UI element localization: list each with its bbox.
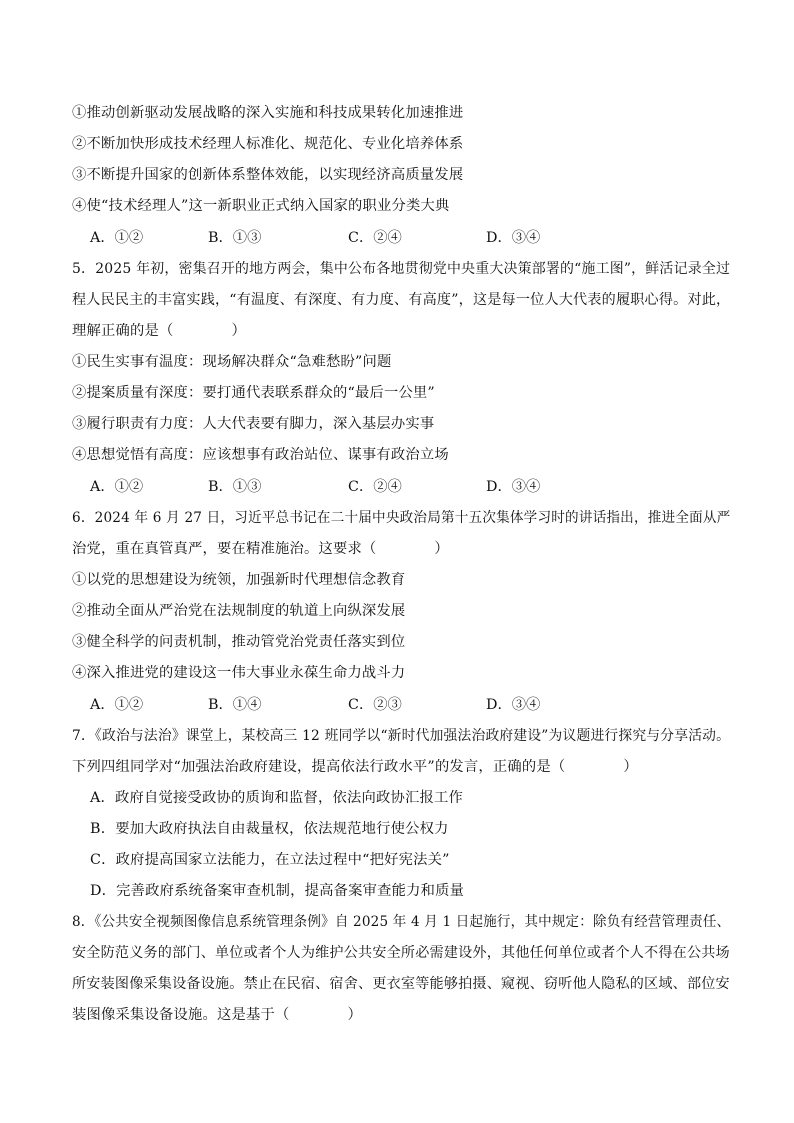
q8-stem-line-4: 装图像采集设备设施。这是基于（ ）	[72, 1007, 362, 1023]
q6-stem-line-1: 6．2024 年 6 月 27 日，习近平总书记在二十届中央政治局第十五次集体学习时的讲话指出，推进全面从严	[72, 510, 731, 526]
q6-option-c[interactable]: C．②③	[348, 697, 402, 713]
q6-item-4: ④深入推进党的建设这一伟大事业永葆生命力战斗力	[72, 665, 406, 681]
q5-option-c[interactable]: C．②④	[348, 479, 402, 495]
q7-stem-line-1: 7．《政治与法治》课堂上，某校高三 12 班同学以“新时代加强法治政府建设”为议题进行探究与分享活动。	[72, 728, 731, 744]
q5-option-b[interactable]: B．①③	[208, 479, 262, 495]
q6-item-2: ②推动全面从严治党在法规制度的轨道上向纵深发展	[72, 603, 406, 619]
q6-options	[90, 695, 710, 715]
q6-stem-line-2: 治党，重在真管真严，要在精准施治。这要求（ ）	[72, 541, 449, 557]
q6-option-b[interactable]: B．①④	[208, 697, 262, 713]
q7-stem-line-2: 下列四组同学对“加强法治政府建设，提高依法行政水平”的发言，正确的是（ ）	[72, 759, 638, 775]
q8-stem-line-1: 8．《公共安全视频图像信息系统管理条例》自 2025 年 4 月 1 日起施行，其中规定：除负有经营管理责任、	[72, 914, 731, 930]
q4-option-c[interactable]: C．②④	[348, 230, 402, 246]
q5-option-a[interactable]: A．①②	[90, 479, 144, 495]
q4-item-3: ③不断提升国家的创新体系整体效能，以实现经济高质量发展	[72, 167, 464, 183]
q8-stem-line-3: 所安装图像采集设备设施。禁止在民宿、宿舍、更衣室等能够拍摄、窥视、窃听他人隐私的区域、部位安	[72, 976, 730, 992]
q4-option-d[interactable]: D．③④	[486, 230, 541, 246]
q5-stem-line-2: 程人民民主的丰富实践，“有温度、有深度、有力度、有高度”，这是每一位人大代表的履职心得。对此，	[72, 292, 731, 308]
q5-options	[90, 477, 710, 497]
q7-choice-b[interactable]: B．要加大政府执法自由裁量权，依法规范地行使公权力	[90, 821, 449, 837]
q5-item-3: ③履行职责有力度：人大代表要有脚力，深入基层办实事	[72, 416, 435, 432]
q7-choice-c[interactable]: C．政府提高国家立法能力，在立法过程中“把好宪法关”	[90, 852, 450, 868]
q4-item-4: ④使“技术经理人”这一新职业正式纳入国家的职业分类大典	[72, 198, 450, 214]
q5-item-4: ④思想觉悟有高度：应该想事有政治站位、谋事有政治立场	[72, 447, 449, 463]
q4-option-a[interactable]: A．①②	[90, 230, 144, 246]
q6-item-3: ③健全科学的问责机制，推动管党治党责任落实到位	[72, 634, 406, 650]
q4-item-1: ①推动创新驱动发展战略的深入实施和科技成果转化加速推进	[72, 105, 464, 121]
q4-option-b[interactable]: B．①③	[208, 230, 262, 246]
q6-option-d[interactable]: D．③④	[486, 697, 541, 713]
q5-option-d[interactable]: D．③④	[486, 479, 541, 495]
q6-item-1: ①以党的思想建设为统领，加强新时代理想信念教育	[72, 572, 406, 588]
q5-item-2: ②提案质量有深度：要打通代表联系群众的“最后一公里”	[72, 385, 435, 401]
q7-choice-d[interactable]: D．完善政府系统备案审查机制，提高备案审查能力和质量	[90, 883, 465, 899]
q8-stem-line-2: 安全防范义务的部门、单位或者个人为维护公共安全所必需建设外，其他任何单位或者个人不得在公共场	[72, 945, 730, 961]
q7-choice-a[interactable]: A．政府自觉接受政协的质询和监督，依法向政协汇报工作	[90, 790, 463, 806]
q5-item-1: ①民生实事有温度：现场解决群众“急难愁盼”问题	[72, 354, 392, 370]
q4-item-2: ②不断加快形成技术经理人标准化、规范化、专业化培养体系	[72, 136, 464, 152]
q4-options	[90, 228, 710, 248]
q6-option-a[interactable]: A．①②	[90, 697, 144, 713]
q5-stem-line-3: 理解正确的是（ ）	[72, 323, 246, 339]
q5-stem-line-1: 5．2025 年初，密集召开的地方两会，集中公布各地贯彻党中央重大决策部署的“施工图”，鲜活记录全过	[72, 261, 731, 277]
